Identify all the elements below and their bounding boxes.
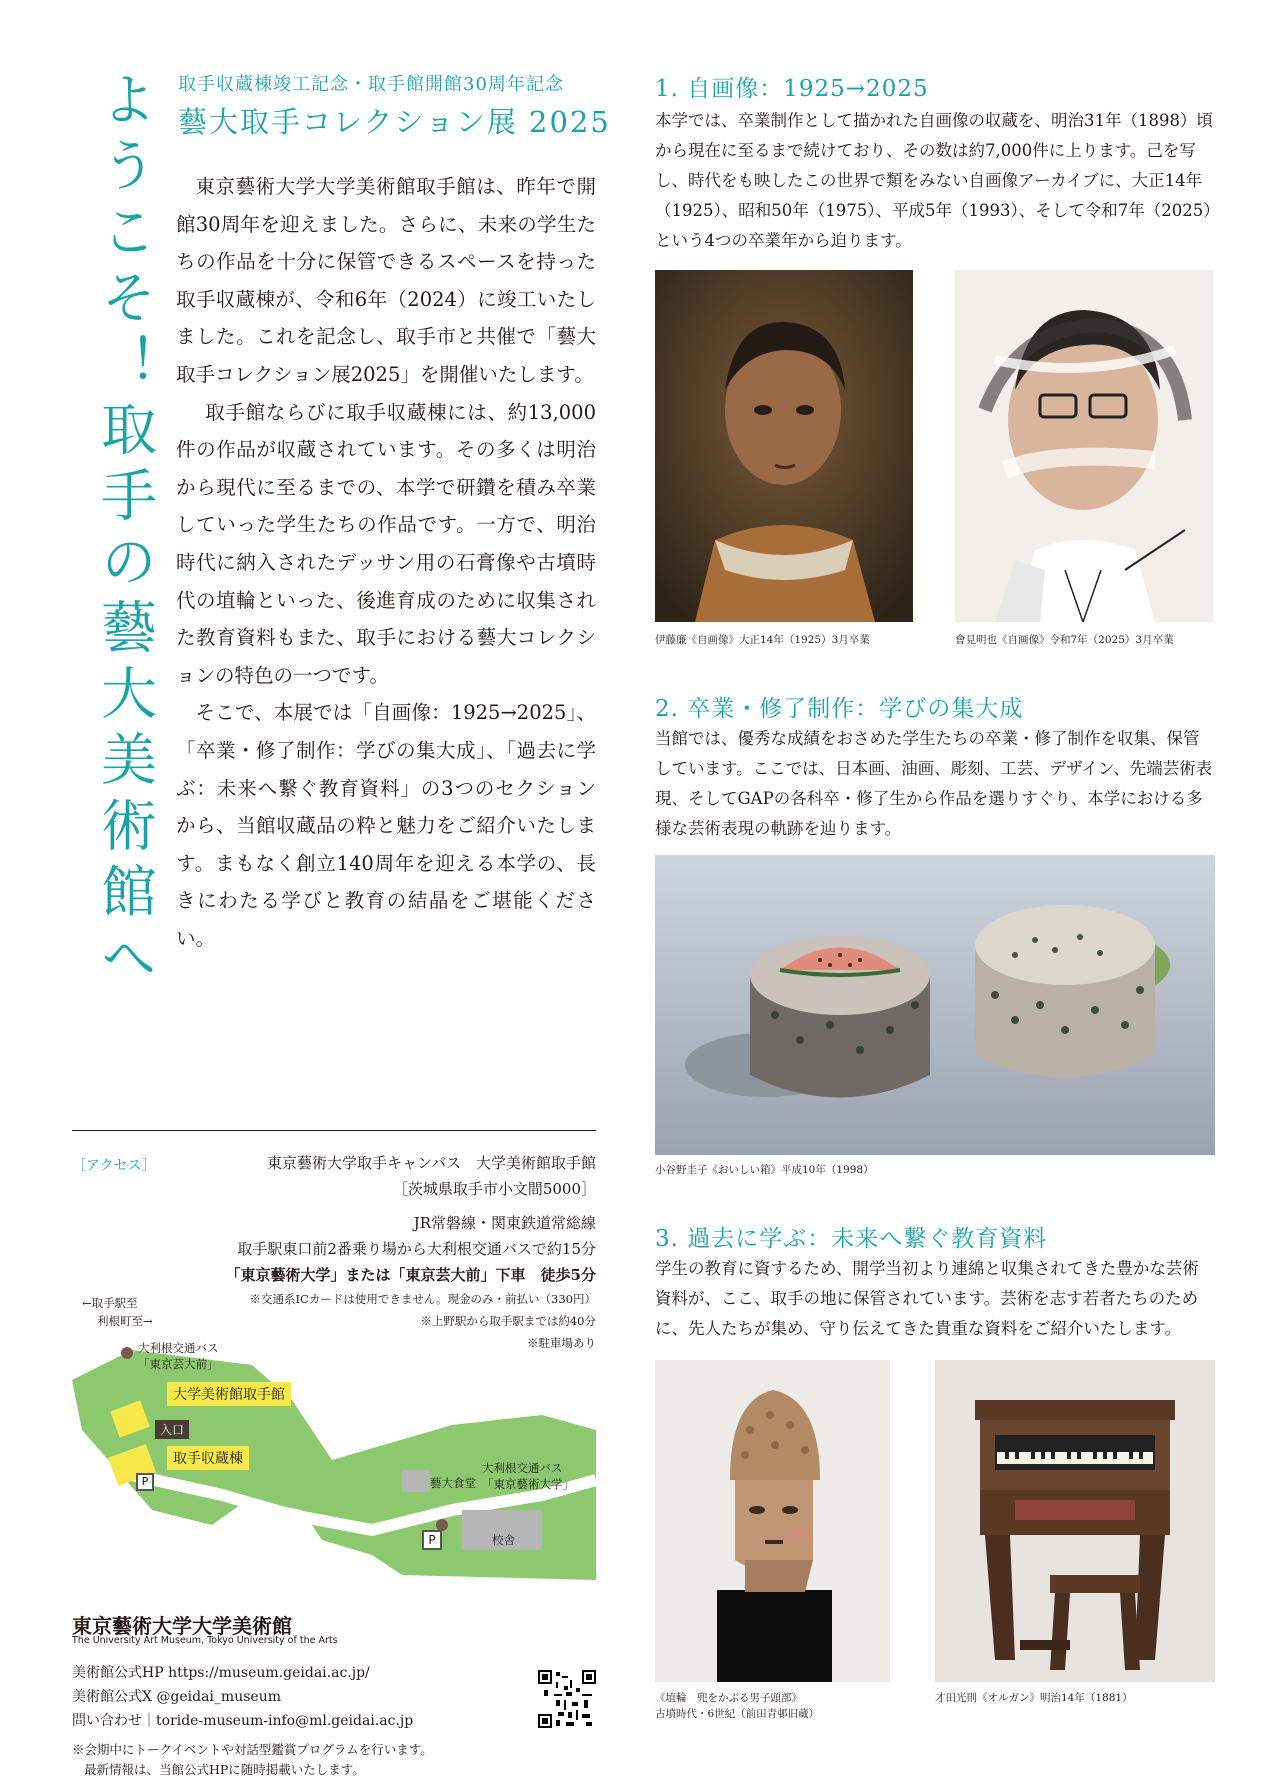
access-venue: 東京藝術大学取手キャンパス 大学美術館取手館 — [267, 1154, 596, 1172]
access-line3: 「東京藝術大学」または「東京芸大前」下車 徒歩5分 — [225, 1266, 596, 1284]
map-entrance-label: 入口 — [155, 1420, 189, 1439]
caption-organ: 才田光則《オルガン》明治14年（1881） — [935, 1692, 1133, 1704]
map-bus-stop-2-label-text: 大利根交通バス 「東京藝術大学」 — [482, 1461, 574, 1491]
map-museum-label: 大学美術館取手館 — [167, 1382, 291, 1406]
qr-code[interactable] — [538, 1670, 596, 1728]
vertical-title — [62, 70, 157, 1010]
map-cafeteria-label: 藝大食堂 — [430, 1476, 476, 1490]
footer-note2: 最新情報は、当館公式HPに随時掲載いたします。 — [84, 1762, 365, 1777]
access-line2: 取手駅東口前2番乗り場から大利根交通バスで約15分 — [237, 1240, 596, 1258]
map-bus-stop-1 — [121, 1347, 133, 1359]
access-label: ［アクセス］ — [72, 1158, 156, 1174]
vertical-title-line1: ようこそ！ — [92, 70, 157, 400]
caption-haniwa-title: 《埴輪 兜をかぶる男子頭部》 — [655, 1692, 802, 1704]
exhibition-title: 藝大取手コレクション展 2025 — [178, 105, 611, 139]
haniwa-photo — [655, 1360, 890, 1682]
access-address: ［茨城県取手市小文間5000］ — [392, 1180, 596, 1198]
map-cafeteria-building — [402, 1470, 430, 1492]
section1-title: 1. 自画像：1925→2025 — [655, 76, 929, 102]
section3-body: 学生の教育に資するため、開学当初より連綿と収集されてきた豊かな芸術資料が、ここ、取手の地に保管されています。芸術を志す若者たちのために、先人たちが集め、守り伝えてきた貴重な資料をご紹介いたします。 — [655, 1259, 1199, 1338]
map-to-station: ←取手駅至 — [82, 1296, 138, 1310]
section3-title: 3. 過去に学ぶ：未来へ繋ぐ教育資料 — [655, 1226, 1048, 1252]
map-school-label: 校舎 — [492, 1533, 515, 1547]
contact-email[interactable]: 問い合わせ｜toride-museum-info@ml.geidai.ac.jp — [72, 1713, 414, 1729]
footer-note1: ※会期中にトークイベントや対話型鑑賞プログラムを行います。 — [72, 1742, 433, 1757]
access-note2: ※上野駅から取手駅までは約40分 — [420, 1314, 596, 1328]
access-note1: ※交通系ICカードは使用できません。現金のみ・前払い（330円） — [249, 1292, 596, 1306]
caption-1925: 伊藤廉《自画像》大正14年（1925）3月卒業 — [655, 634, 870, 646]
museum-logo: 東京藝術大学大学美術館 — [72, 1614, 292, 1638]
section2-body: 当館では、優秀な成績をおさめた学生たちの卒業・修了制作を収集、保管しています。ここでは、日本画、油画、彫刻、工芸、デザイン、先端芸術表現、そしてGAPの各科卒・修了生から作品を選りすぐり、本学における多様な芸術表現の軌跡を辿ります。 — [655, 729, 1213, 838]
section1-body: 本学では、卒業制作として描かれた自画像の収蔵を、明治31年（1898）頃から現在に至るまで続けており、その数は約7,000件に上ります。己を写し、時代をも映したこの世界で類をみない自画像アーカイブに、大正14年（1925）、昭和50年（1975）、平成5年（1993）、そして令和7年（2025）という4つの卒業年から迫ります。 — [655, 111, 1213, 250]
self-portrait-2025 — [955, 270, 1213, 622]
divider — [72, 1130, 596, 1131]
oishii-bako-photo — [655, 855, 1215, 1155]
section2-title: 2. 卒業・修了制作：学びの集大成 — [655, 696, 1024, 722]
intro-paragraph-3: そこで、本展では「自画像：1925→2025」、「卒業・修了制作：学びの集大成」、「過去に学ぶ：未来へ繋ぐ教育資料」の3つのセクションから、当館収蔵品の粋と魅力をご紹介いたします。まもなく創立140周年を迎える本学の、長きにわたる学びと教育の結晶をご堪能ください。 — [176, 701, 596, 950]
map-to-rinecho: 利根町至→ — [97, 1314, 153, 1328]
map-parking-2: P — [422, 1530, 442, 1550]
intro-text — [176, 168, 596, 957]
caption-oishii-bako: 小谷野圭子《おいしい箱》平成10年（1998） — [655, 1164, 874, 1176]
map-parking-1: P — [136, 1473, 154, 1491]
exhibition-subtitle: 取手収蔵棟竣工記念・取手館開館30周年記念 — [178, 74, 564, 95]
self-portrait-1925 — [655, 270, 913, 622]
map-bus-stop-1-label: 大利根交通バス 「東京芸大前」 — [138, 1341, 219, 1371]
caption-2025: 會見明也《自画像》令和7年（2025）3月卒業 — [955, 634, 1174, 646]
access-line1: JR常磐線・関東鉄道常総線 — [413, 1214, 596, 1232]
vertical-title-line2: 取手の藝大美術館へ — [92, 400, 157, 994]
intro-paragraph-2: 取手館ならびに取手収蔵棟には、約13,000件の作品が収蔵されています。その多くは明治から現代に至るまでの、本学で研鑽を積み卒業していった学生たちの作品です。一方で、明治時代に納入されたデッサン用の石膏像や古墳時代の埴輪といった、後進育成のために収集された教育資料もまた、取手における藝大コレクションの特色の一つです。 — [176, 400, 596, 687]
map-storage-label: 取手収蔵棟 — [167, 1446, 249, 1470]
organ-photo — [935, 1360, 1215, 1682]
hp-link[interactable]: 美術館公式HP https://museum.geidai.ac.jp/ — [72, 1665, 370, 1681]
museum-logo-en: The University Art Museum, Tokyo University of the Arts — [72, 1635, 338, 1646]
x-account[interactable]: 美術館公式X @geidai_museum — [72, 1689, 281, 1705]
caption-haniwa-date: 古墳時代・6世紀（前田青邨旧蔵） — [655, 1708, 820, 1720]
intro-paragraph-1: 東京藝術大学大学美術館取手館は、昨年で開館30周年を迎えました。さらに、未来の学生たちの作品を十分に保管できるスペースを持った取手収蔵棟が、令和6年（2024）に竣工いたしました。これを記念し、取手市と共催で「藝大取手コレクション展2025」を開催いたします。 — [176, 175, 596, 386]
access-note3: ※駐車場あり — [527, 1336, 596, 1350]
